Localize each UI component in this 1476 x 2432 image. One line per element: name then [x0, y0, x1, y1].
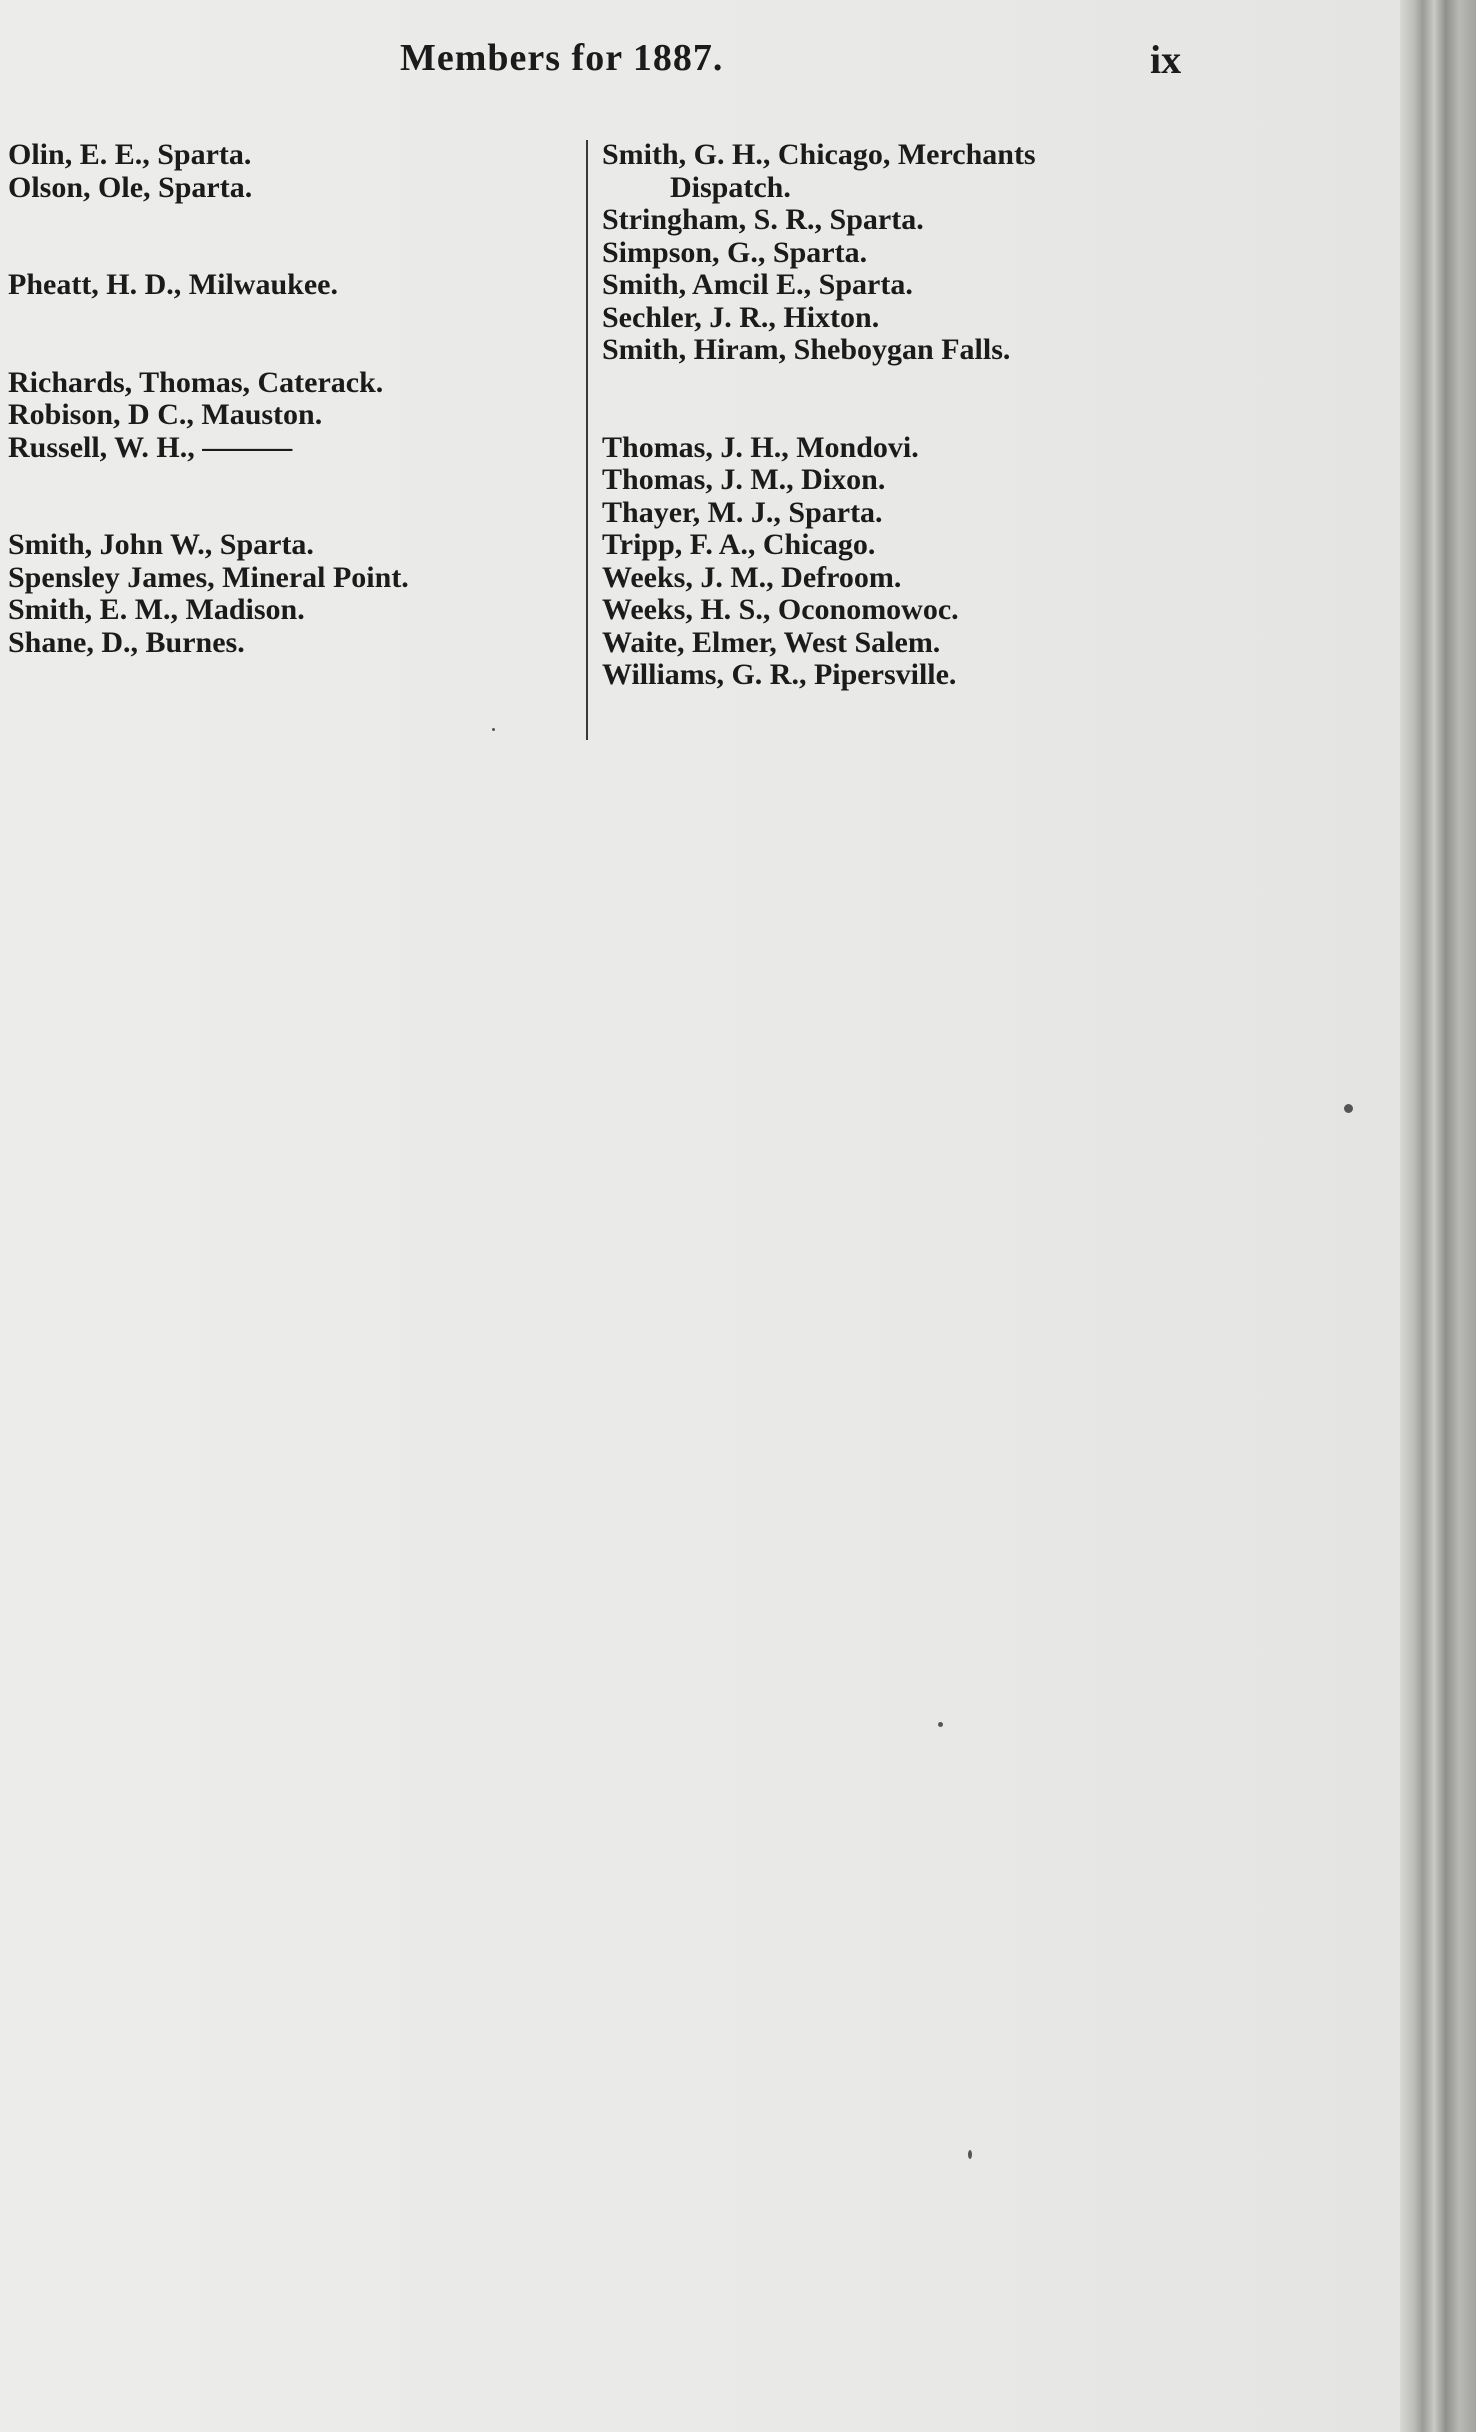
- paper-speck: [492, 728, 495, 731]
- member-entry: Russell, W. H., ———: [8, 430, 293, 464]
- member-entry: Olson, Ole, Sparta.: [8, 170, 253, 204]
- member-entry: Thayer, M. J., Sparta.: [602, 495, 883, 529]
- member-entry: Smith, Hiram, Sheboygan Falls.: [602, 333, 1011, 366]
- member-entry: Weeks, J. M., Defroom.: [602, 560, 902, 594]
- spacer: [602, 399, 1222, 432]
- column-divider: [586, 140, 588, 740]
- paper-speck: [938, 1722, 943, 1727]
- member-entry: Shane, D., Burnes.: [8, 625, 245, 659]
- page-header: [0, 36, 1400, 86]
- member-entry: Olin, E. E., Sparta.: [8, 138, 252, 171]
- member-entry: Thomas, J. H., Mondovi.: [602, 430, 919, 464]
- members-right-column: [602, 139, 1222, 692]
- spacer: [8, 237, 568, 270]
- member-entry: Smith, John W., Sparta.: [8, 528, 314, 561]
- member-entry: Smith, Amcil E., Sparta.: [602, 268, 913, 301]
- member-entry: Spensley James, Mineral Point.: [8, 560, 409, 594]
- spacer: [8, 334, 568, 367]
- member-entry: Stringham, S. R., Sparta.: [602, 203, 924, 236]
- member-entry: Pheatt, H. D., Milwaukee.: [8, 268, 338, 301]
- spacer: [602, 367, 1222, 400]
- member-entry: Smith, G. H., Chicago, Merchants: [602, 138, 1036, 171]
- paper-speck: [1344, 1104, 1353, 1113]
- member-entry: Richards, Thomas, Caterack.: [8, 365, 384, 399]
- spacer: [8, 302, 568, 335]
- spacer: [8, 497, 568, 530]
- member-entry: Sechler, J. R., Hixton.: [602, 300, 880, 334]
- page-edge: [1400, 0, 1476, 2432]
- member-entry: Robison, D C., Mauston.: [8, 398, 323, 431]
- paper-speck: [968, 2150, 972, 2159]
- spacer: [8, 464, 568, 497]
- running-head: Members for 1887.: [400, 37, 724, 79]
- member-entry: Tripp, F. A., Chicago.: [602, 528, 876, 561]
- member-entry: Waite, Elmer, West Salem.: [602, 625, 941, 659]
- member-entry-continuation: Dispatch.: [670, 170, 791, 204]
- members-left-column: [8, 139, 568, 659]
- member-entry: Simpson, G., Sparta.: [602, 235, 868, 269]
- member-entry: Thomas, J. M., Dixon.: [602, 463, 886, 496]
- member-entry: Weeks, H. S., Oconomowoc.: [602, 593, 959, 626]
- member-entry: Williams, G. R., Pipersville.: [602, 658, 957, 691]
- member-entry: Smith, E. M., Madison.: [8, 593, 305, 626]
- page-number: ix: [1150, 37, 1182, 82]
- spacer: [8, 204, 568, 237]
